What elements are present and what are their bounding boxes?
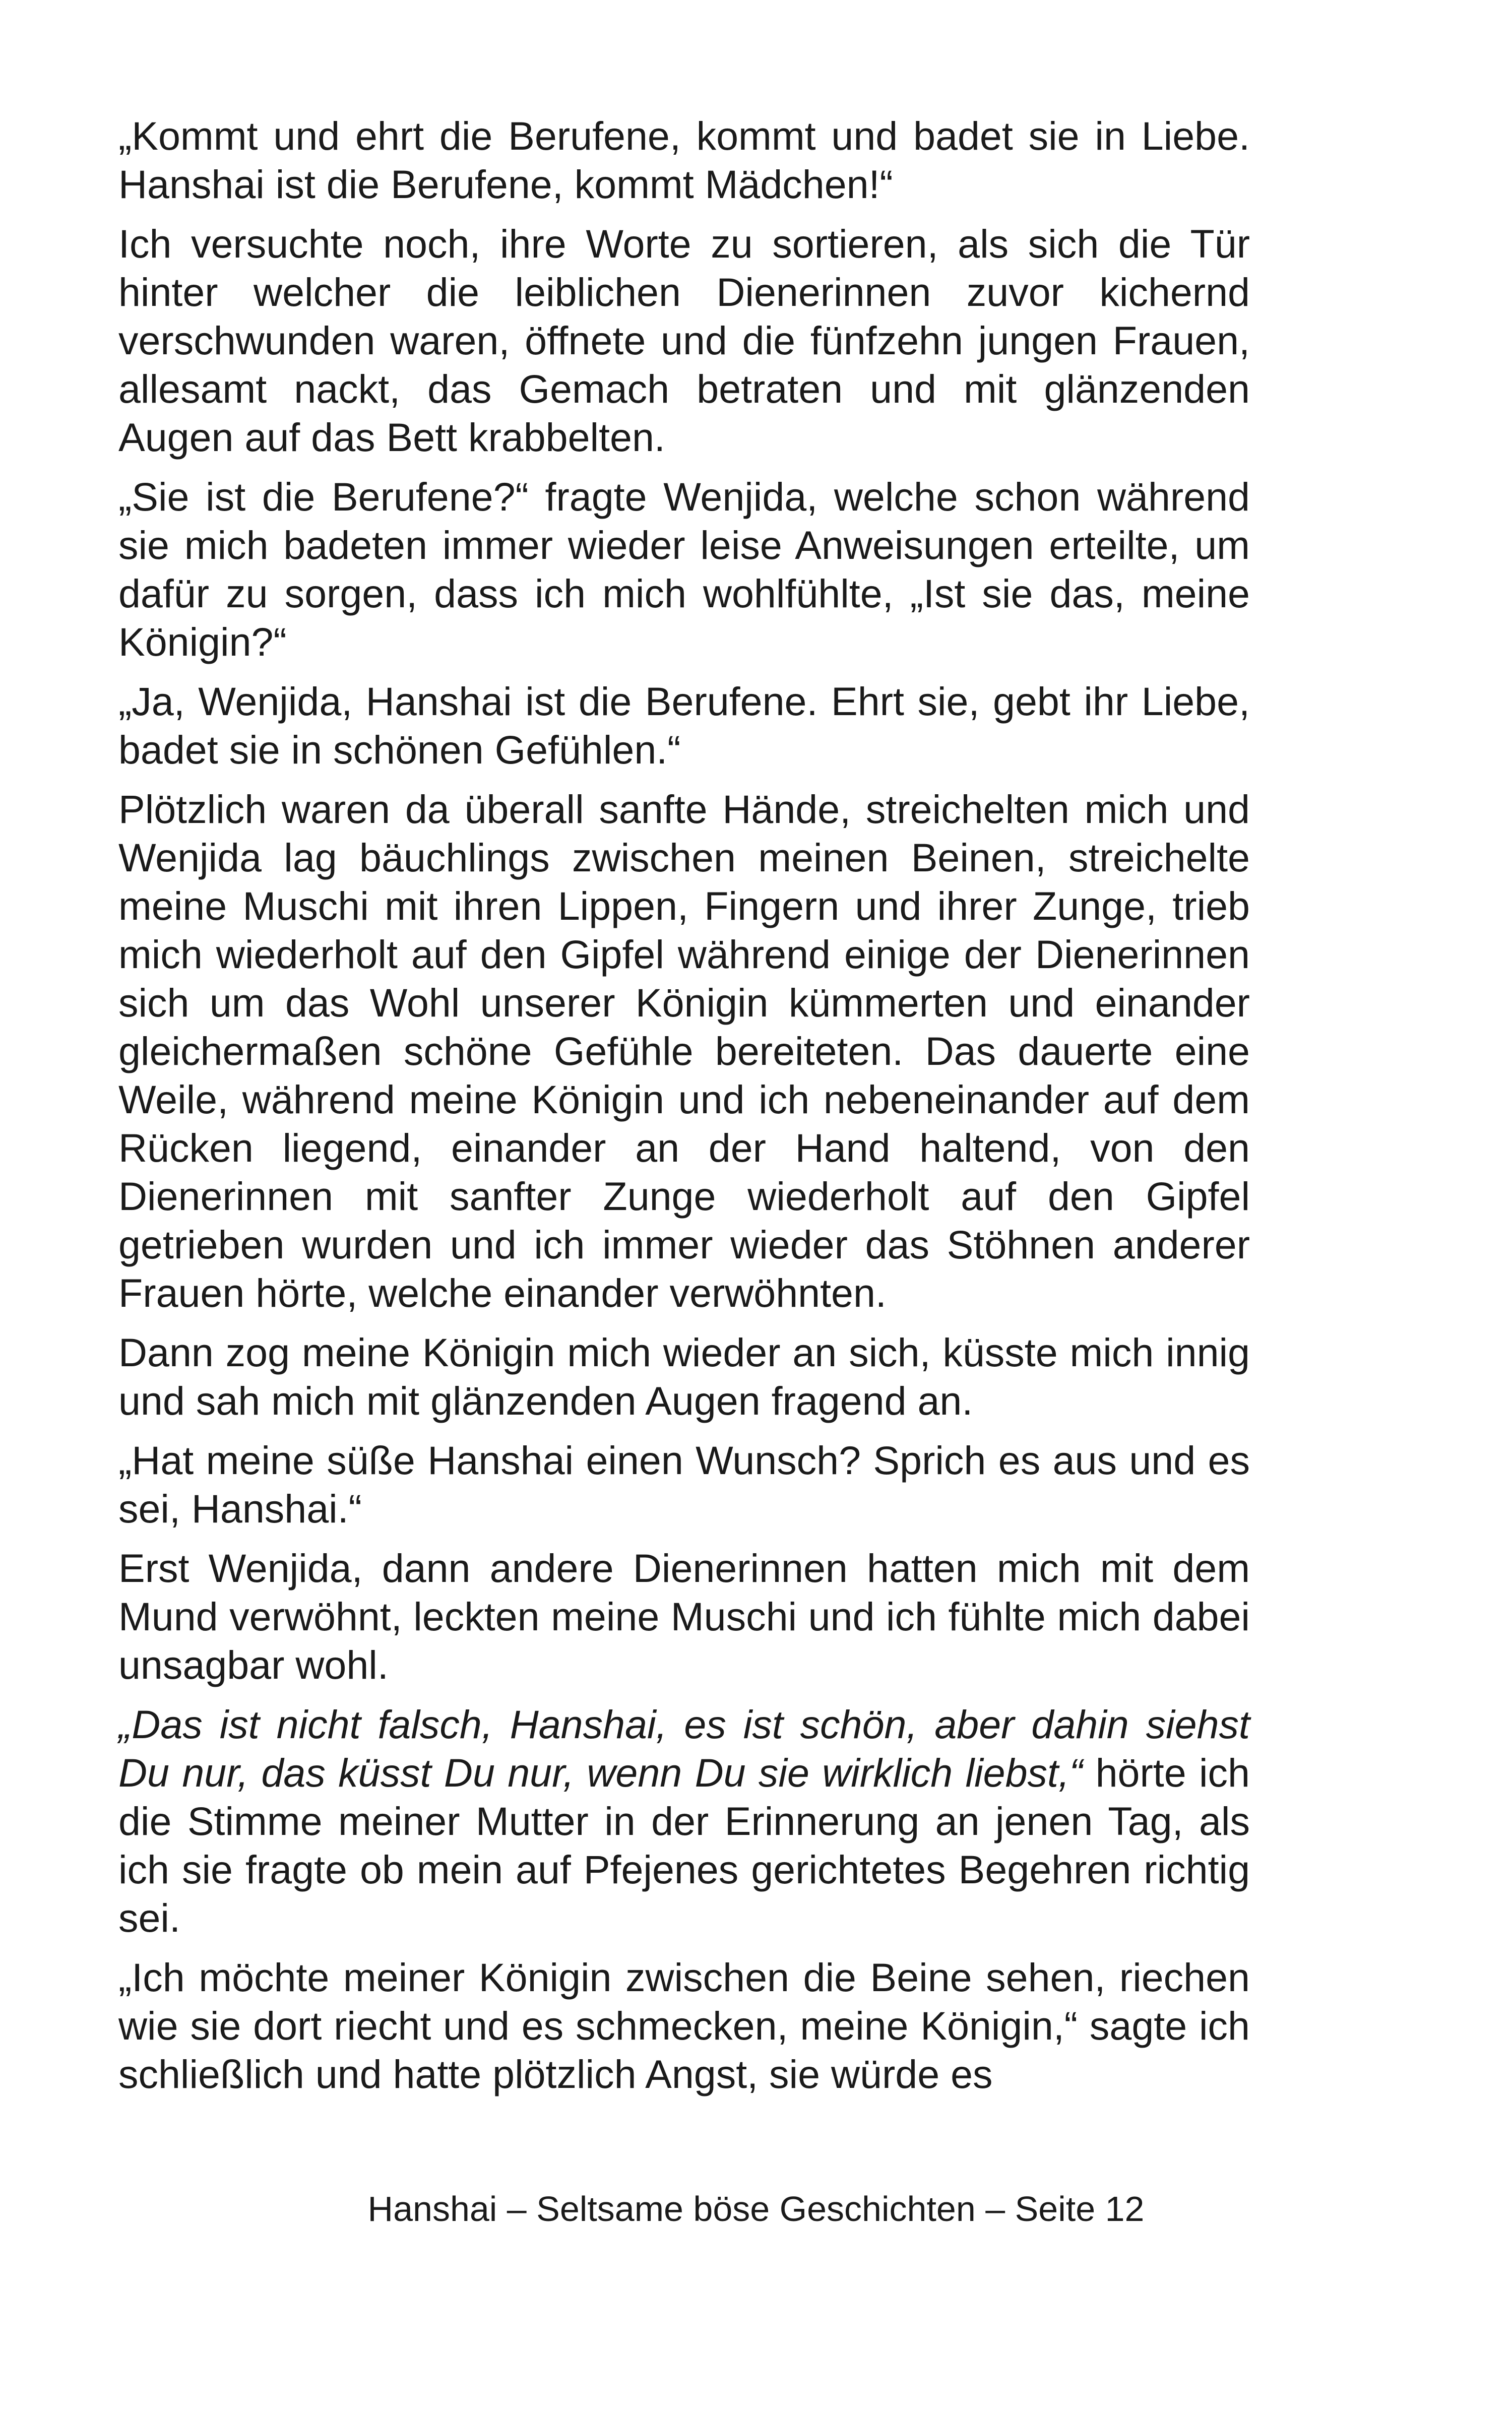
paragraph: „Kommt und ehrt die Berufene, kommt und badet sie in Liebe. Hanshai ist die Berufene, kommt Mädchen!“ <box>118 113 1250 207</box>
page-footer: Hanshai – Seltsame böse Geschichten – Seite 12 <box>367 2189 1145 2229</box>
paragraph: Erst Wenjida, dann andere Dienerinnen hatten mich mit dem Mund verwöhnt, leckten meine Muschi und ich fühlte mich dabei unsagbar wohl. <box>118 1546 1250 1687</box>
paragraph: „Ja, Wenjida, Hanshai ist die Berufene. Ehrt sie, gebt ihr Liebe, badet sie in schönen Gefühlen.“ <box>118 679 1250 772</box>
paragraph: Ich versuchte noch, ihre Worte zu sortieren, als sich die Tür hinter welcher die leiblichen Dienerinnen zuvor kichernd verschwunden waren, öffnete und die fünfzehn jungen Frauen, allesamt nackt, das Gemach betraten und mit glänzenden Augen auf das Bett krabbelten. <box>118 221 1250 460</box>
paragraph: Plötzlich waren da überall sanfte Hände, streichelten mich und Wenjida lag bäuchlings zwischen meinen Beinen, streichelte meine Muschi mit ihren Lippen, Fingern und ihrer Zunge, trieb mich wiederholt auf den Gipfel während einige der Dienerinnen sich um das Wohl unserer Königin kümmerten und einander gleichermaßen schöne Gefühle bereiteten. Das dauerte eine Weile, während meine Königin und ich nebeneinander auf dem Rücken liegend, einander an der Hand haltend, von den Dienerinnen mit sanfter Zunge wiederholt auf den Gipfel getrieben wurden und ich immer wieder das Stöhnen anderer Frauen hörte, welche einander verwöhnten. <box>118 787 1250 1315</box>
italic-quote: „Das ist nicht falsch, Hanshai, es ist schön, aber dahin siehst Du nur, das küsst Du nur, wenn Du sie wirklich liebst,“ <box>118 1702 1250 1795</box>
page-body <box>118 112 1250 2110</box>
paragraph <box>118 1700 1250 1942</box>
paragraph: „Sie ist die Berufene?“ fragte Wenjida, welche schon während sie mich badeten immer wieder leise Anweisungen erteilte, um dafür zu sorgen, dass ich mich wohlfühlte, „Ist sie das, meine Königin?“ <box>118 474 1250 664</box>
paragraph: „Ich möchte meiner Königin zwischen die Beine sehen, riechen wie sie dort riecht und es schmecken, meine Königin,“ sagte ich schließlich und hatte plötzlich Angst, sie würde es <box>118 1955 1250 2096</box>
paragraph-text: hörte ich die Stimme meiner Mutter in der Erinnerung an jenen Tag, als ich sie fragte ob mein auf Pfejenes gerichtetes Begehren richtig sei. <box>118 1750 1250 1940</box>
paragraph: Dann zog meine Königin mich wieder an sich, küsste mich innig und sah mich mit glänzenden Augen fragend an. <box>118 1330 1250 1423</box>
paragraph: „Hat meine süße Hanshai einen Wunsch? Sprich es aus und es sei, Hanshai.“ <box>118 1438 1250 1531</box>
